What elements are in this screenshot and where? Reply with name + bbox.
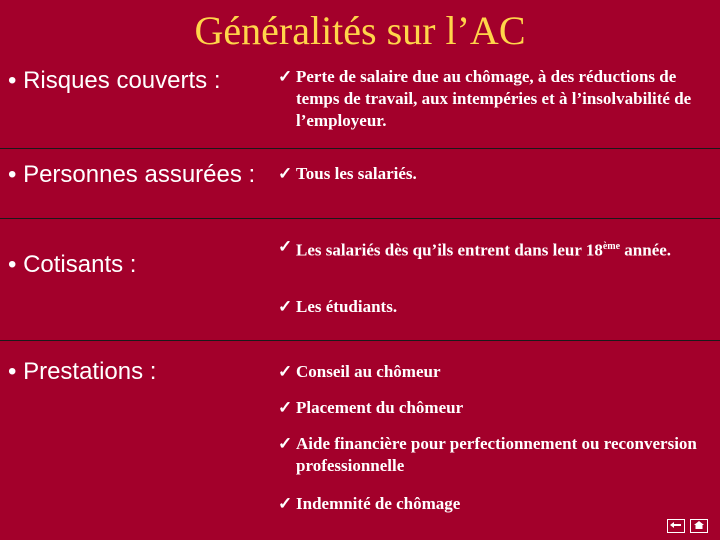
prestations-item-text: Placement du chômeur bbox=[296, 398, 464, 417]
prestations-item bbox=[278, 493, 708, 515]
divider bbox=[0, 148, 720, 149]
cotisants-label: • Cotisants : bbox=[8, 251, 137, 278]
check-icon: ✓ bbox=[278, 494, 293, 513]
check-icon: ✓ bbox=[278, 297, 293, 316]
back-arrow-icon[interactable] bbox=[667, 519, 685, 533]
check-icon: ✓ bbox=[278, 398, 293, 417]
personnes-item-text: Tous les salariés. bbox=[296, 164, 417, 183]
cotisants-item bbox=[278, 296, 708, 318]
slide-title: Généralités sur l’AC bbox=[194, 8, 526, 53]
cotisants-item bbox=[278, 236, 708, 262]
prestations-item-text: Aide financière pour perfectionnement ou reconversion professionnelle bbox=[296, 434, 697, 475]
divider bbox=[0, 340, 720, 341]
check-icon: ✓ bbox=[278, 362, 293, 381]
home-icon[interactable] bbox=[690, 519, 708, 533]
personnes-item bbox=[278, 163, 708, 185]
prestations-item-text: Indemnité de chômage bbox=[296, 494, 461, 513]
personnes-label: • Personnes assurées : bbox=[8, 161, 256, 188]
risques-item bbox=[278, 66, 708, 132]
divider bbox=[0, 218, 720, 219]
cotisants-item-text: Les étudiants. bbox=[296, 297, 398, 316]
prestations-item-text: Conseil au chômeur bbox=[296, 362, 441, 381]
check-icon: ✓ bbox=[278, 67, 293, 86]
prestations-item bbox=[278, 397, 708, 419]
check-icon: ✓ bbox=[278, 164, 293, 183]
check-icon: ✓ bbox=[278, 237, 293, 256]
prestations-item bbox=[278, 361, 708, 383]
prestations-item bbox=[278, 433, 708, 477]
cotisants-item-text: Les salariés dès qu’ils entrent dans leur 18ème année. bbox=[296, 240, 672, 260]
risques-label: • Risques couverts : bbox=[8, 67, 221, 94]
check-icon: ✓ bbox=[278, 434, 293, 453]
prestations-label: • Prestations : bbox=[8, 358, 157, 385]
risques-item-text: Perte de salaire due au chômage, à des réductions de temps de travail, aux intempéries et à l’insolvabilité de l’employeur. bbox=[296, 67, 692, 130]
